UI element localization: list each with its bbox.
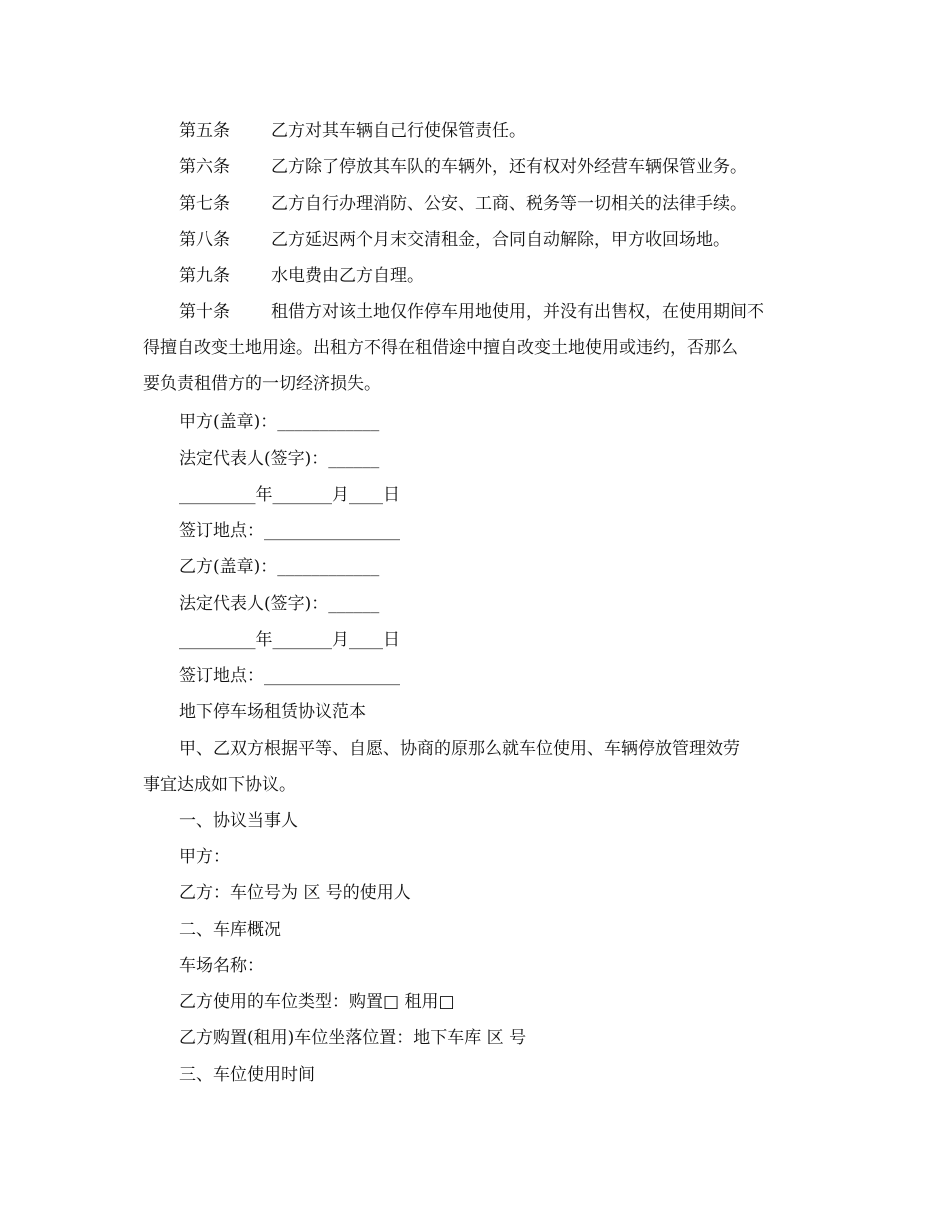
article-number: 第七条 xyxy=(179,194,230,214)
agreement-title: 地下停车场租赁协议范本 xyxy=(179,702,366,722)
article-6 xyxy=(179,153,839,181)
article-10-continued: 要负责租借方的一切经济损失。 xyxy=(143,374,381,394)
party-b-date-line: _________年_______月____日 xyxy=(179,630,400,650)
article-8 xyxy=(179,226,839,254)
article-number: 第九条 xyxy=(179,266,230,286)
article-10-continued: 得擅自改变土地用途。出租方不得在租借途中擅自改变土地使用或违约，否那么 xyxy=(143,338,738,358)
article-number: 第十条 xyxy=(179,302,230,322)
section-heading: 二、车库概况 xyxy=(179,920,281,940)
section-heading: 三、车位使用时间 xyxy=(179,1065,315,1085)
party-a-representative-line: 法定代表人(签字)：______ xyxy=(179,449,380,469)
article-10 xyxy=(179,298,839,326)
agreement-intro: 甲、乙双方根据平等、自愿、协商的原那么就车位使用、车辆停放管理效劳 xyxy=(179,739,740,759)
article-number: 第八条 xyxy=(179,230,230,250)
party-b-seal-line: 乙方(盖章)：____________ xyxy=(179,557,380,577)
party-a-date-line: _________年_______月____日 xyxy=(179,485,400,505)
parking-name-field: 车场名称： xyxy=(179,956,264,976)
section-heading: 一、协议当事人 xyxy=(179,811,298,831)
space-type-field: 乙方使用的车位类型：购置□ 租用□ xyxy=(179,992,455,1012)
article-number: 第六条 xyxy=(179,157,230,177)
agreement-intro-continued: 事宜达成如下协议。 xyxy=(143,775,296,795)
article-5 xyxy=(179,117,839,145)
article-text: 乙方对其车辆自己行使保管责任。 xyxy=(271,121,526,141)
article-text: 租借方对该土地仅作停车用地使用，并没有出售权，在使用期间不 xyxy=(271,302,764,322)
article-text: 乙方除了停放其车队的车辆外，还有权对外经营车辆保管业务。 xyxy=(271,157,747,177)
party-b-representative-line: 法定代表人(签字)：______ xyxy=(179,594,380,614)
party-a-seal-line: 甲方(盖章)：____________ xyxy=(179,412,380,432)
article-number: 第五条 xyxy=(179,121,230,141)
space-location-field: 乙方购置(租用)车位坐落位置：地下车库 区 号 xyxy=(179,1028,527,1048)
party-b-place-line: 签订地点：________________ xyxy=(179,666,400,686)
article-9 xyxy=(179,262,839,290)
party-b-field: 乙方：车位号为 区 号的使用人 xyxy=(179,883,411,903)
article-text: 水电费由乙方自理。 xyxy=(271,266,424,286)
article-text: 乙方延迟两个月末交清租金，合同自动解除，甲方收回场地。 xyxy=(271,230,730,250)
party-a-field: 甲方： xyxy=(179,847,230,867)
article-7 xyxy=(179,190,839,218)
party-a-place-line: 签订地点：________________ xyxy=(179,521,400,541)
article-text: 乙方自行办理消防、公安、工商、税务等一切相关的法律手续。 xyxy=(271,194,747,214)
